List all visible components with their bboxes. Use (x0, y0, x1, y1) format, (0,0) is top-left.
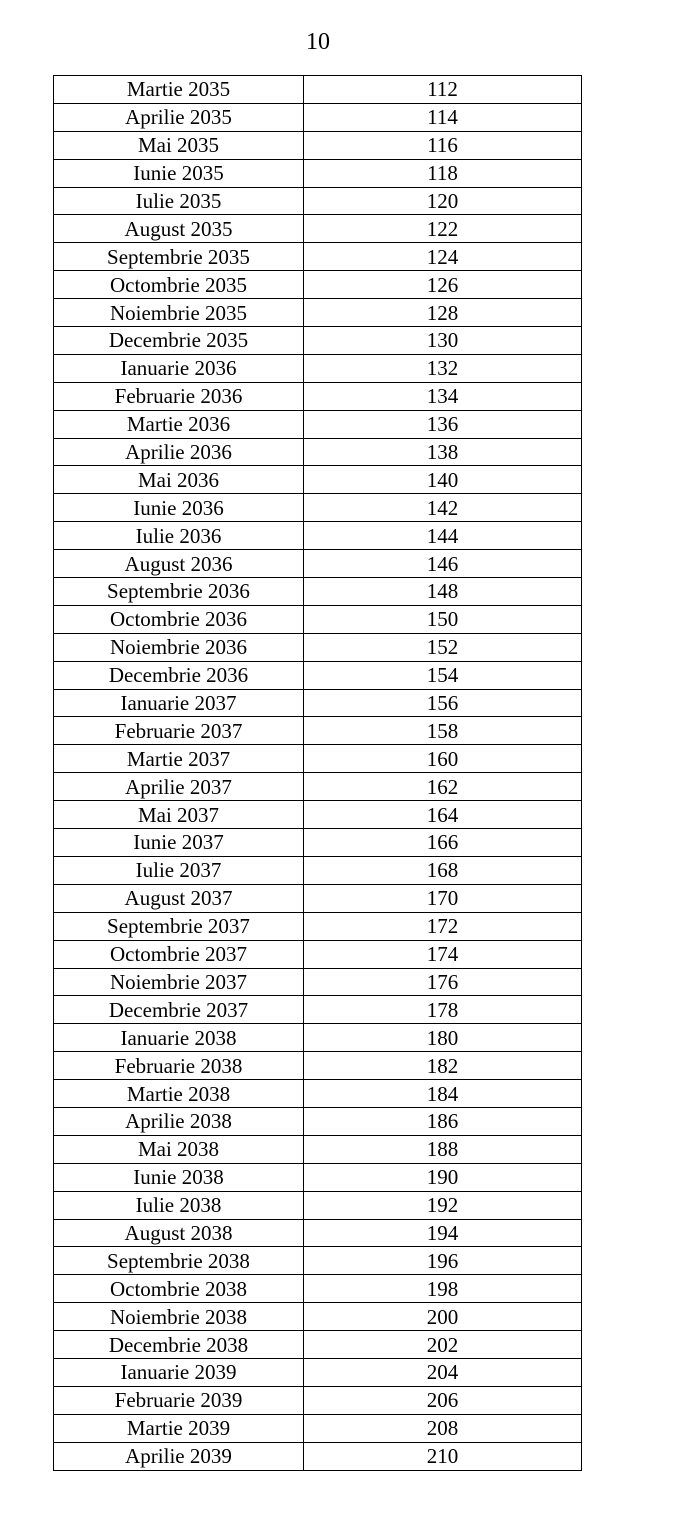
table-row (54, 382, 582, 410)
period-cell: Septembrie 2037 (54, 912, 304, 940)
table-row (54, 327, 582, 355)
table-row (54, 494, 582, 522)
table-row (54, 410, 582, 438)
period-cell: Iunie 2038 (54, 1163, 304, 1191)
value-cell: 180 (304, 1024, 582, 1052)
period-cell: Octombrie 2035 (54, 271, 304, 299)
period-cell: Martie 2035 (54, 76, 304, 104)
value-cell: 166 (304, 829, 582, 857)
table-row (54, 633, 582, 661)
table-row (54, 438, 582, 466)
schedule-table (53, 75, 582, 1471)
value-cell: 182 (304, 1052, 582, 1080)
value-cell: 202 (304, 1331, 582, 1359)
period-cell: Martie 2039 (54, 1414, 304, 1442)
period-cell: Noiembrie 2038 (54, 1303, 304, 1331)
value-cell: 186 (304, 1107, 582, 1135)
value-cell: 196 (304, 1247, 582, 1275)
period-cell: Ianuarie 2039 (54, 1358, 304, 1386)
table-row (54, 996, 582, 1024)
table-row (54, 1358, 582, 1386)
value-cell: 204 (304, 1358, 582, 1386)
table-row (54, 550, 582, 578)
period-cell: August 2036 (54, 550, 304, 578)
period-cell: Aprilie 2036 (54, 438, 304, 466)
period-cell: Octombrie 2037 (54, 940, 304, 968)
period-cell: Iunie 2035 (54, 159, 304, 187)
period-cell: Noiembrie 2035 (54, 299, 304, 327)
value-cell: 190 (304, 1163, 582, 1191)
value-cell: 170 (304, 884, 582, 912)
value-cell: 128 (304, 299, 582, 327)
value-cell: 172 (304, 912, 582, 940)
table-row (54, 717, 582, 745)
table-row (54, 1135, 582, 1163)
value-cell: 168 (304, 856, 582, 884)
period-cell: Martie 2036 (54, 410, 304, 438)
table-row (54, 1275, 582, 1303)
table-row (54, 271, 582, 299)
value-cell: 160 (304, 745, 582, 773)
value-cell: 144 (304, 522, 582, 550)
period-cell: Aprilie 2037 (54, 773, 304, 801)
value-cell: 138 (304, 438, 582, 466)
period-cell: Februarie 2037 (54, 717, 304, 745)
value-cell: 188 (304, 1135, 582, 1163)
table-row (54, 76, 582, 104)
table-row (54, 884, 582, 912)
table-row (54, 522, 582, 550)
value-cell: 132 (304, 354, 582, 382)
table-row (54, 1024, 582, 1052)
table-row (54, 1219, 582, 1247)
period-cell: Martie 2037 (54, 745, 304, 773)
table-row (54, 243, 582, 271)
value-cell: 208 (304, 1414, 582, 1442)
period-cell: Februarie 2038 (54, 1052, 304, 1080)
table-row (54, 689, 582, 717)
schedule-table-body (54, 76, 582, 1471)
value-cell: 174 (304, 940, 582, 968)
period-cell: Mai 2036 (54, 466, 304, 494)
table-row (54, 1191, 582, 1219)
period-cell: Februarie 2036 (54, 382, 304, 410)
table-row (54, 1303, 582, 1331)
period-cell: Decembrie 2036 (54, 661, 304, 689)
value-cell: 150 (304, 605, 582, 633)
period-cell: Iulie 2038 (54, 1191, 304, 1219)
table-row (54, 940, 582, 968)
value-cell: 120 (304, 187, 582, 215)
period-cell: Aprilie 2039 (54, 1442, 304, 1470)
period-cell: Noiembrie 2037 (54, 968, 304, 996)
period-cell: Martie 2038 (54, 1080, 304, 1108)
table-row (54, 829, 582, 857)
period-cell: Septembrie 2038 (54, 1247, 304, 1275)
table-row (54, 159, 582, 187)
value-cell: 116 (304, 131, 582, 159)
value-cell: 146 (304, 550, 582, 578)
table-row (54, 1442, 582, 1470)
value-cell: 114 (304, 103, 582, 131)
value-cell: 200 (304, 1303, 582, 1331)
period-cell: Octombrie 2036 (54, 605, 304, 633)
period-cell: Mai 2038 (54, 1135, 304, 1163)
value-cell: 154 (304, 661, 582, 689)
table-row (54, 1163, 582, 1191)
period-cell: August 2037 (54, 884, 304, 912)
value-cell: 198 (304, 1275, 582, 1303)
period-cell: Ianuarie 2036 (54, 354, 304, 382)
period-cell: Mai 2035 (54, 131, 304, 159)
table-row (54, 131, 582, 159)
table-row (54, 299, 582, 327)
table-row (54, 466, 582, 494)
period-cell: Iulie 2036 (54, 522, 304, 550)
value-cell: 124 (304, 243, 582, 271)
table-row (54, 578, 582, 606)
period-cell: Noiembrie 2036 (54, 633, 304, 661)
table-row (54, 968, 582, 996)
page-number: 10 (306, 29, 330, 55)
period-cell: Ianuarie 2038 (54, 1024, 304, 1052)
table-row (54, 1386, 582, 1414)
period-cell: Septembrie 2036 (54, 578, 304, 606)
table-row (54, 1107, 582, 1135)
table-row (54, 856, 582, 884)
table-row (54, 1247, 582, 1275)
value-cell: 156 (304, 689, 582, 717)
value-cell: 152 (304, 633, 582, 661)
table-row (54, 1052, 582, 1080)
value-cell: 162 (304, 773, 582, 801)
value-cell: 136 (304, 410, 582, 438)
table-row (54, 605, 582, 633)
value-cell: 164 (304, 801, 582, 829)
value-cell: 148 (304, 578, 582, 606)
period-cell: Iunie 2037 (54, 829, 304, 857)
value-cell: 206 (304, 1386, 582, 1414)
period-cell: Iunie 2036 (54, 494, 304, 522)
table-row (54, 745, 582, 773)
value-cell: 176 (304, 968, 582, 996)
period-cell: Decembrie 2035 (54, 327, 304, 355)
value-cell: 158 (304, 717, 582, 745)
table-row (54, 801, 582, 829)
value-cell: 126 (304, 271, 582, 299)
table-row (54, 661, 582, 689)
value-cell: 122 (304, 215, 582, 243)
table-row (54, 773, 582, 801)
table-row (54, 187, 582, 215)
period-cell: Februarie 2039 (54, 1386, 304, 1414)
table-row (54, 354, 582, 382)
period-cell: Aprilie 2038 (54, 1107, 304, 1135)
period-cell: Decembrie 2037 (54, 996, 304, 1024)
table-row (54, 1080, 582, 1108)
period-cell: August 2035 (54, 215, 304, 243)
period-cell: Octombrie 2038 (54, 1275, 304, 1303)
period-cell: Iulie 2035 (54, 187, 304, 215)
value-cell: 112 (304, 76, 582, 104)
period-cell: Mai 2037 (54, 801, 304, 829)
table-row (54, 1331, 582, 1359)
value-cell: 140 (304, 466, 582, 494)
period-cell: Ianuarie 2037 (54, 689, 304, 717)
period-cell: Decembrie 2038 (54, 1331, 304, 1359)
table-row (54, 103, 582, 131)
value-cell: 130 (304, 327, 582, 355)
value-cell: 192 (304, 1191, 582, 1219)
value-cell: 134 (304, 382, 582, 410)
value-cell: 194 (304, 1219, 582, 1247)
value-cell: 210 (304, 1442, 582, 1470)
period-cell: Iulie 2037 (54, 856, 304, 884)
value-cell: 178 (304, 996, 582, 1024)
value-cell: 184 (304, 1080, 582, 1108)
period-cell: Septembrie 2035 (54, 243, 304, 271)
period-cell: August 2038 (54, 1219, 304, 1247)
value-cell: 118 (304, 159, 582, 187)
table-row (54, 912, 582, 940)
value-cell: 142 (304, 494, 582, 522)
table-row (54, 1414, 582, 1442)
table-row (54, 215, 582, 243)
period-cell: Aprilie 2035 (54, 103, 304, 131)
